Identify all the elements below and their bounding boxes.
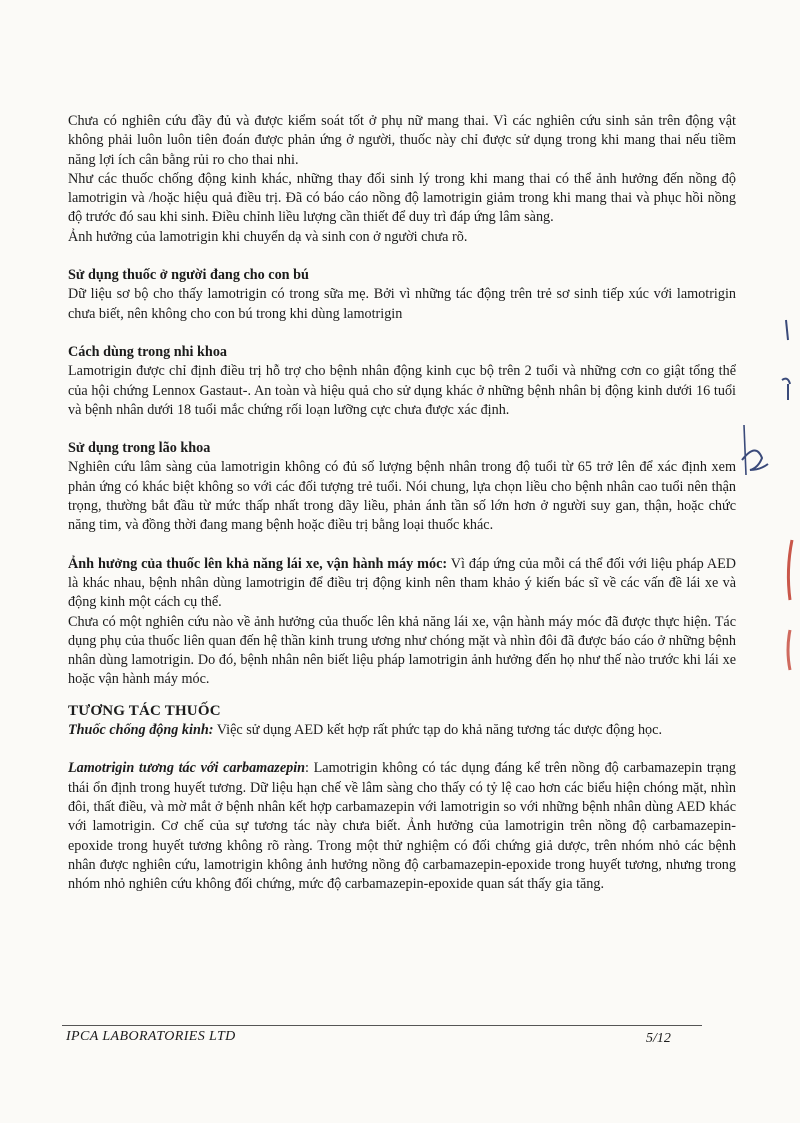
pregnancy-paragraph-1: Chưa có nghiên cứu đầy đủ và được kiểm soát tốt ở phụ nữ mang thai. Vì các nghiên cứu sinh sản trên động vật không phải luôn luôn tiên đoán được phản ứng ở người, thuốc này chỉ được sử dụng trong khi mang thai nếu tiềm năng lợi ích cân bằng rủi ro cho thai nhi.	[68, 113, 736, 168]
geriatric-heading: Sử dụng trong lão khoa	[68, 440, 211, 457]
pregnancy-paragraph-2: Như các thuốc chống động kinh khác, những thay đổi sinh lý trong khi mang thai có thể ảnh hưởng đến nồng độ lamotrigin và /hoặc hiệu quả điều trị. Đã có báo cáo nồng độ lamotrigin giảm trong khi mang thai và phục hồi nồng độ trước đó sau khi sinh. Điều chỉnh liều lượng cần thiết để duy trì đáp ứng lâm sàng.	[68, 170, 736, 226]
carbamazepine-body: : Lamotrigin không có tác dụng đáng kể trên nồng độ carbamazepin trạng thái ổn định trong huyết tương. Dữ liệu hạn chế về lâm sàng cho thấy có tỷ lệ cao hơn các biểu hiện chóng mặt, nhìn đôi, thất điều, và mờ mắt ở bệnh nhân kết hợp carbamazepin với lamotrigin so với những bệnh nhân dùng AED khác với lamotrigin. Cơ chế của sự tương tác này chưa biết. Ảnh hưởng của lamotrigin trên nồng độ carbamazepin-epoxide trong huyết tương không rõ ràng. Trong một thử nghiệm có đối chứng giả dược, trên nhóm nhỏ các bệnh nhân được nghiên cứu, lamotrigin không ảnh hưởng nồng độ carbamazepin-epoxide trong huyết tương, nhưng trong nhóm nhỏ nghiên cứu không đối chứng, mức độ carbamazepin-epoxide quan sát thấy gia tăng.	[68, 760, 736, 893]
aed-body: Việc sử dụng AED kết hợp rất phức tạp do khả năng tương tác dược động học.	[213, 722, 662, 739]
carbamazepine-paragraph	[68, 759, 736, 894]
geriatric-body: Nghiên cứu lâm sàng của lamotrigin không có đủ số lượng bệnh nhân trong độ tuổi từ 65 trở lên để xác định xem phản ứng có khác biệt không so với các đối tượng trẻ tuổi. Nói chung, lựa chọn liều cho bệnh nhân cao tuổi nên thận trọng, thường bắt đầu từ mức thấp nhất trong dãy liều, phản ánh tần số lớn hơn ở người suy gan, thận, hoặc chức năng tim, và đồng thời đang mang bệnh hoặc điều trị bằng loại thuốc khác.	[68, 459, 736, 534]
carbamazepine-heading: Lamotrigin tương tác với carbamazepin	[68, 760, 306, 777]
interactions-title: TƯƠNG TÁC THUỐC	[68, 702, 221, 719]
footer-company: IPCA LABORATORIES LTD	[66, 1029, 236, 1044]
footer-divider	[62, 1025, 702, 1026]
driving-paragraph	[68, 555, 736, 613]
aed-paragraph	[68, 721, 736, 740]
breastfeeding-heading: Sử dụng thuốc ở người đang cho con bú	[68, 267, 309, 284]
driving-body: Vì đáp ứng của mỗi cá thể đối với liệu pháp AED là khác nhau, bệnh nhân dùng lamotrigin để điều trị động kinh nên tham khảo ý kiến bác sĩ về các vấn đề lái xe và động kinh một cách cụ thể.	[68, 555, 736, 611]
footer-page-number: 5/12	[646, 1031, 671, 1046]
driving-heading: Ảnh hưởng của thuốc lên khả năng lái xe, vận hành máy móc:	[68, 555, 448, 572]
pediatric-body: Lamotrigin được chỉ định điều trị hỗ trợ cho bệnh nhân động kinh cục bộ trên 2 tuổi và những cơn co giật tổng thể của hội chứng Lennox Gastaut-. An toàn và hiệu quả cho sử dụng khác ở những bệnh nhân bị động kinh dưới 16 tuổi và bệnh nhân dưới 18 tuổi mắc chứng rối loạn lưỡng cực chưa được xác định.	[68, 363, 736, 418]
pediatric-heading: Cách dùng trong nhi khoa	[68, 343, 228, 360]
driving-paragraph-2: Chưa có một nghiên cứu nào về ảnh hưởng của thuốc lên khả năng lái xe, vận hành máy móc đã được thực hiện. Tác dụng phụ của thuốc liên quan đến hệ thần kinh trung ương như chóng mặt và nhìn đôi đã được báo cáo ở những bệnh nhân dùng lamotrigin. Do đó, bệnh nhân nên biết liệu pháp lamotrigin ảnh hưởng đến họ như thế nào trước khi lái xe hoặc vận hành máy móc.	[68, 613, 736, 688]
pregnancy-paragraph-3: Ảnh hưởng của lamotrigin khi chuyển dạ và sinh con ở người chưa rõ.	[68, 228, 468, 245]
document-body	[68, 112, 736, 894]
margin-marks-icon	[736, 300, 796, 700]
breastfeeding-body: Dữ liệu sơ bộ cho thấy lamotrigin có trong sữa mẹ. Bởi vì những tác động trên trẻ sơ sinh tiếp xúc với lamotrigin chưa biết, nên không cho con bú trong khi dùng lamotrigin	[68, 286, 736, 322]
aed-heading: Thuốc chống động kinh:	[68, 722, 214, 739]
